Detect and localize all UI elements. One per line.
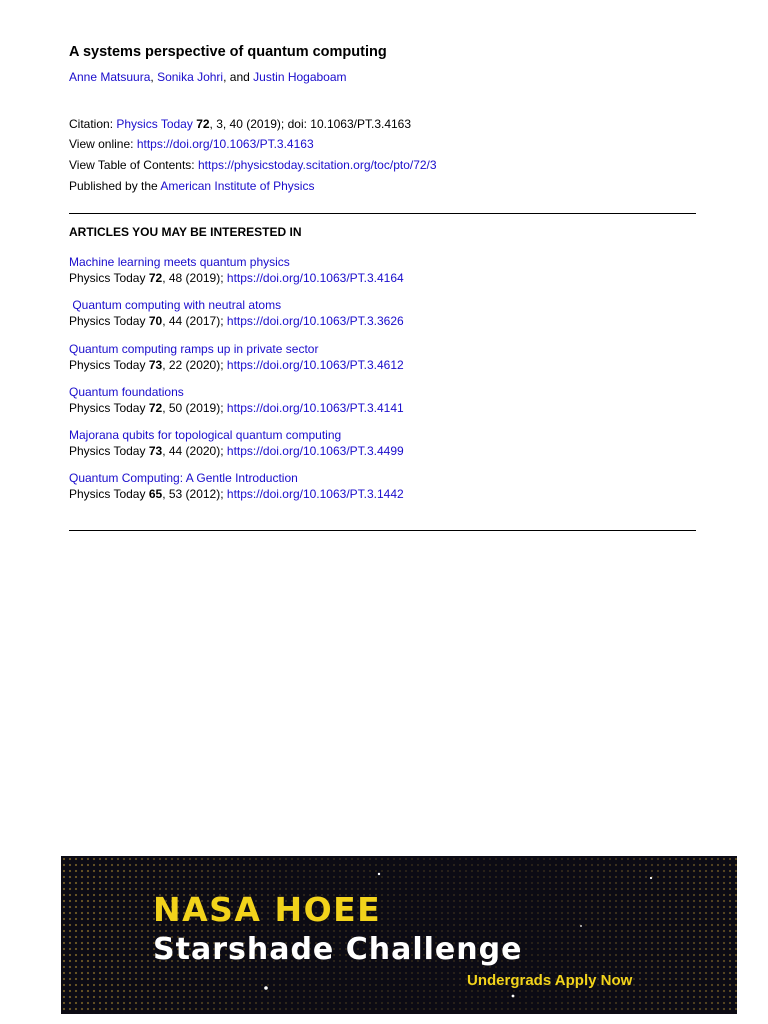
related-article-doi-link[interactable]: https://doi.org/10.1063/PT.3.4164 — [226, 270, 404, 285]
view-toc-label: View Table of Contents: — [69, 158, 198, 172]
published-by-line — [69, 179, 314, 193]
related-article-details: , 53 (2012); — [162, 486, 227, 501]
related-article-volume: 65 — [148, 486, 163, 501]
author-separator: , and — [223, 70, 254, 84]
divider-bottom — [69, 530, 696, 531]
journal-link[interactable]: Physics Today — [116, 117, 193, 131]
related-article-title-link[interactable]: Majorana qubits for topological quantum computing — [69, 428, 342, 442]
citation-label: Citation: — [69, 117, 117, 131]
publisher-link[interactable]: American Institute of Physics — [160, 179, 315, 193]
related-article — [69, 298, 404, 329]
author-link-2[interactable]: Sonika Johri — [157, 70, 224, 84]
related-article — [69, 428, 404, 459]
ad-subheadline: Starshade Challenge — [153, 932, 523, 967]
divider-top — [69, 213, 696, 214]
author-link-3[interactable]: Justin Hogaboam — [253, 70, 347, 84]
related-article-volume: 72 — [148, 270, 163, 285]
related-article-doi-link[interactable]: https://doi.org/10.1063/PT.3.4499 — [226, 443, 404, 458]
related-article-journal: Physics Today — [69, 270, 149, 285]
view-online-link[interactable]: https://doi.org/10.1063/PT.3.4163 — [136, 137, 314, 151]
ad-call-to-action[interactable]: Undergrads Apply Now — [467, 972, 633, 989]
related-article-volume: 72 — [148, 400, 163, 415]
related-article-title-link[interactable]: Quantum Computing: A Gentle Introduction — [69, 471, 298, 485]
author-link-1[interactable]: Anne Matsuura — [69, 70, 151, 84]
related-article-doi-link[interactable]: https://doi.org/10.1063/PT.3.1442 — [226, 486, 404, 501]
related-article-details: , 44 (2020); — [162, 443, 227, 458]
related-article-title-link[interactable]: Quantum foundations — [69, 385, 184, 399]
ad-headline: NASA HOEE — [153, 890, 382, 929]
related-article-journal: Physics Today — [69, 313, 149, 328]
related-article-volume: 73 — [148, 443, 163, 458]
view-toc-line — [69, 158, 437, 172]
citation-volume: 72 — [196, 117, 210, 131]
advertisement-banner[interactable] — [61, 856, 737, 1014]
related-articles-heading: ARTICLES YOU MAY BE INTERESTED IN — [69, 225, 302, 239]
related-article-journal: Physics Today — [69, 443, 149, 458]
related-article-doi-link[interactable]: https://doi.org/10.1063/PT.3.4612 — [226, 357, 404, 372]
article-title: A systems perspective of quantum computing — [69, 44, 387, 60]
related-article-journal: Physics Today — [69, 486, 149, 501]
related-article-doi-link[interactable]: https://doi.org/10.1063/PT.3.3626 — [226, 313, 404, 328]
related-article-volume: 73 — [148, 357, 163, 372]
published-by-label: Published by the — [69, 179, 161, 193]
related-article-details: , 22 (2020); — [162, 357, 227, 372]
related-article-details: , 48 (2019); — [162, 270, 227, 285]
view-online-label: View online: — [69, 137, 137, 151]
related-article-title-link[interactable]: Quantum computing with neutral atoms — [69, 298, 282, 312]
related-article-doi-link[interactable]: https://doi.org/10.1063/PT.3.4141 — [226, 400, 404, 415]
view-toc-link[interactable]: https://physicstoday.scitation.org/toc/pto/72/3 — [197, 158, 437, 172]
related-article-details: , 44 (2017); — [162, 313, 227, 328]
related-article-details: , 50 (2019); — [162, 400, 227, 415]
citation-details: , 3, 40 (2019); doi: 10.1063/PT.3.4163 — [209, 117, 412, 131]
related-article — [69, 342, 404, 373]
related-article — [69, 385, 404, 416]
related-article-title-link[interactable]: Machine learning meets quantum physics — [69, 255, 290, 269]
related-article — [69, 471, 404, 502]
related-article-journal: Physics Today — [69, 400, 149, 415]
view-online-line — [69, 137, 314, 151]
related-article-journal: Physics Today — [69, 357, 149, 372]
related-article-title-link[interactable]: Quantum computing ramps up in private sector — [69, 342, 319, 356]
author-separator: , — [150, 70, 158, 84]
related-article-volume: 70 — [148, 313, 163, 328]
citation-line — [69, 117, 411, 131]
author-list — [69, 70, 347, 84]
related-article — [69, 255, 404, 286]
